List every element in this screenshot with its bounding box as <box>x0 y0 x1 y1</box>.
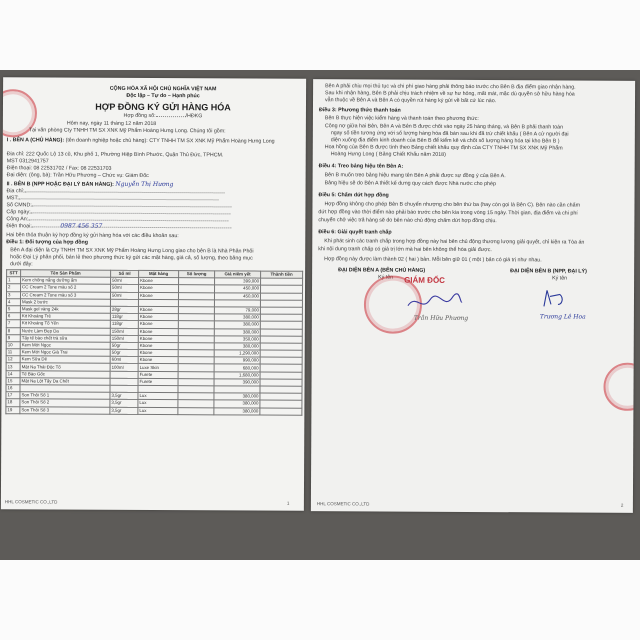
table-cell: Kbone <box>138 335 178 342</box>
table-header-cell: Số ml <box>111 270 139 277</box>
agreement-line: Hai bên thỏa thuận ký hợp đồng ký gửi hàng hóa với các điều khoản sau: <box>6 232 179 240</box>
signature-a-subtitle: Ký tên <box>378 274 394 281</box>
table-cell: Mặt Nạ Thải Độc Tố <box>20 363 110 371</box>
table-cell: 380,000 <box>214 343 260 350</box>
table-cell: Son Thỏi Số 3 <box>20 406 110 414</box>
product-table <box>5 269 303 415</box>
article-1-line-2: hoặc Đại Lý phân phối, bán lẻ theo phương thức ký gửi các mặt hàng, giá cả, số lượng, theo bảng mục <box>10 254 253 262</box>
table-header-cell: Số lượng <box>179 271 215 278</box>
table-cell: Tẩy tế bào chết trà sữa <box>20 334 110 342</box>
contract-title: HỢP ĐỒNG KÝ GỬI HÀNG HÓA <box>95 101 231 113</box>
table-cell: Lux <box>138 400 178 407</box>
table-cell: 380,000 <box>214 393 260 400</box>
table-row <box>6 406 302 415</box>
footer-company: HHL COSMETIC CO.,LTD <box>4 499 58 505</box>
table-cell: 8 <box>6 327 20 334</box>
table-cell: 380,000 <box>214 321 260 328</box>
table-cell: 450,000 <box>215 285 261 292</box>
article-6-line-2: khi nội dung tranh chấp có giá trị lớn mà hai bên không thể hòa giải được. <box>318 246 492 254</box>
table-cell: Kit Khoáng Trẻ <box>20 313 110 321</box>
motto: Độc lập – Tự do – Hạnh phúc <box>126 92 200 100</box>
table-cell: Luxe Skin <box>138 364 178 371</box>
table-cell: 16 <box>6 385 20 392</box>
table-cell: 9 <box>6 334 20 341</box>
party-a-tax: MST 0312941757 <box>6 158 49 165</box>
table-cell: Kbone <box>138 349 178 356</box>
article-1-heading: Điều 1: Đối tượng của hợp đồng <box>6 239 88 246</box>
table-cell: 10 <box>6 342 20 349</box>
table-cell: CC Cream 2 Tone màu số 2 <box>21 284 111 292</box>
national-header: CỘNG HÒA XÃ HỘI CHỦ NGHĨA VIỆT NAM <box>109 85 217 93</box>
table-cell: Kbone <box>138 342 178 349</box>
footer-company-right: HHL COSMETIC CO.,LTD <box>316 501 370 507</box>
party-b-heading: II . BÊN B (NPP HOẶC ĐẠI LÝ BÁN HÀNG): <box>6 181 114 188</box>
table-cell: Kbone <box>139 278 179 285</box>
party-a-heading: I . BÊN A (CHỦ HÀNG): <box>6 137 65 144</box>
contract-number: Hợp đồng số: /HĐKG <box>123 112 203 120</box>
table-cell: 13 <box>6 363 20 370</box>
table-cell: 50ml <box>111 277 139 284</box>
party-a-name: (tên doanh nghiệp hoặc chủ hàng): CTY TNHH TM SX XNK Mỹ Phẩm Hoàng Hưng Long <box>65 137 275 145</box>
article-6-line-3: Hợp đồng này được làm thành 02 ( hai ) bản. Mỗi bên giữ 01 ( một ) bản có giá trị như nhau. <box>324 256 542 264</box>
table-cell: 5 <box>6 306 20 313</box>
table-cell: Kem Sữa Dê <box>20 356 110 364</box>
article-4-line-2: Bảng hiệu sẽ do Bên A thiết kế dưng quy cách được Nhà nước cho phép <box>324 180 496 188</box>
table-cell: Son Thỏi Số 1 <box>20 392 110 400</box>
signature-a-title: ĐẠI DIỆN BÊN A (BÊN CHỦ HÀNG) <box>338 267 426 274</box>
table-cell: 3,5gr <box>110 392 138 399</box>
article-4-line-1: Bên B muốn treo bảng hiệu mang tên Bên A phải được sự đồng ý của Bên A. <box>324 172 506 180</box>
table-cell: 11 <box>6 349 20 356</box>
party-b-field: Số CMND: <box>6 202 231 209</box>
article-6-line-1: Khi phát sinh các tranh chấp trong hợp đồng này hai bên chủ động thương lượng giải quyết, chỉ kiện ra Tòa án <box>324 238 585 246</box>
table-cell <box>260 408 302 415</box>
table-cell: 380,000 <box>214 407 260 414</box>
party-a-address: Địa chỉ: 222 Quốc Lộ 13 cũ, Khu phố 1, Phường Hiệp Bình Phước, Quận Thủ Đức, TPHCM. <box>6 151 224 159</box>
table-cell: Kit Khoáng Tổ Yến <box>20 320 110 328</box>
contract-location: Tại văn phòng Cty TNHH TM SX XNK Mỹ Phẩm Hoàng Hưng Long. Chúng tôi gồm: <box>28 127 226 135</box>
party-b-field: MST: <box>6 195 218 202</box>
table-header-cell: STT <box>7 270 21 277</box>
table-cell: 3 <box>6 291 20 298</box>
table-cell: 990,000 <box>214 357 260 364</box>
table-cell: 150ml <box>110 328 138 335</box>
article-1-line-3: dưới đây: <box>10 261 33 268</box>
table-header-cell: Mặt hàng <box>139 270 179 277</box>
signature-a-scribble <box>404 292 464 314</box>
article-5-line-1: Hợp đồng không cho phép Bên B chuyển nhượng cho bên thứ ba (hay còn gọi là Bên C). Bên nào cần chấm <box>324 201 581 209</box>
table-header-cell: Giá niêm yết <box>215 271 261 278</box>
article-5-heading: Điều 5: Chấm dứt hợp đồng <box>318 192 389 199</box>
red-seal-stamp-right-edge <box>603 363 635 411</box>
article-6-heading: Điều 6: Giải quyết tranh chấp <box>318 229 392 236</box>
photo-margin-bottom <box>0 560 640 640</box>
table-cell: 399,000 <box>215 278 261 285</box>
article-3-bullet-1-cont-2: diện xuống địa điểm kinh doanh của Bên B để kiểm kê và chốt số lượng hàng hóa tại kho Bên B ) <box>330 137 560 145</box>
table-header-cell: Thành tiền <box>261 271 303 278</box>
table-cell: 1,680,000 <box>214 371 260 378</box>
director-stamp-label: GIÁM ĐỐC <box>404 275 445 285</box>
table-cell: Kbone <box>138 357 178 364</box>
signature-a-name: Trần Hữu Phương <box>413 314 469 322</box>
table-cell: 28gr <box>110 306 138 313</box>
table-cell: 50ml <box>110 292 138 299</box>
table-cell: 390,000 <box>214 379 260 386</box>
party-b-phone-handwritten: 0987 456 357 <box>60 222 103 230</box>
table-cell: 380,000 <box>214 328 260 335</box>
party-b-field: Địa chỉ: <box>7 188 225 195</box>
signature-b-title: ĐẠI DIỆN BÊN B (NPP, ĐẠI LÝ) <box>510 268 587 275</box>
table-cell: Kem Mới Ngọc Già Trai <box>20 349 110 357</box>
delivery-clause-line-1: Bên A phải chịu mọi thủ tục và chi phí giao hàng phải thông báo trước cho Bên B địa điểm giao nhận hàng. <box>325 83 576 91</box>
table-cell: 450,000 <box>214 292 260 299</box>
party-a-line <box>7 137 275 144</box>
table-cell: 1 <box>7 277 21 284</box>
article-5-line-3: chuyển chở việc trả hàng sẽ do bên nào chủ động chấm dứt hợp đồng chịu. <box>318 217 497 225</box>
table-cell: 12 <box>6 356 20 363</box>
table-cell: 380,000 <box>214 400 260 407</box>
table-cell: 350,000 <box>214 336 260 343</box>
table-cell: 118gr <box>110 321 138 328</box>
contract-page-1 <box>1 77 306 511</box>
table-cell: 380,000 <box>214 314 260 321</box>
table-cell: 6 <box>6 313 20 320</box>
table-cell: Tế Bào Gốc <box>20 370 110 378</box>
table-cell: CC Cream 2 Tone màu số 3 <box>20 291 110 299</box>
delivery-clause-line-3: vẫn thuộc về Bên A và Bên A có quyền rút hàng ký gửi về bất cứ lúc nào. <box>325 97 497 105</box>
table-cell: 50gr <box>110 342 138 349</box>
table-cell: Kbone <box>138 306 178 313</box>
signature-b-subtitle: Ký tên <box>552 275 568 282</box>
table-cell: 15 <box>6 378 20 385</box>
table-cell: 150ml <box>110 335 138 342</box>
table-cell: 3,5gr <box>110 407 138 414</box>
table-cell: 3,5gr <box>110 400 138 407</box>
table-cell: Kbone <box>138 328 178 335</box>
table-cell: 18 <box>6 399 20 406</box>
article-3-bullet-2-cont: Hoàng Hưng Long ( Bảng Chiết Khấu năm 2018) <box>330 151 446 158</box>
table-cell: Kbone <box>139 285 179 292</box>
table-cell: Son Thỏi Số 2 <box>20 399 110 407</box>
table-cell <box>178 407 214 414</box>
table-cell: Mặt Nạ Lột Tẩy Da Chết <box>20 378 110 386</box>
table-cell: Kbone <box>138 292 178 299</box>
table-cell: 50gr <box>110 349 138 356</box>
table-cell: 7 <box>6 320 20 327</box>
party-b-name-handwritten: Nguyễn Thị Hương <box>115 180 174 189</box>
table-cell: Kbone <box>138 314 178 321</box>
article-3-heading: Điều 3: Phương thức thanh toán <box>318 107 401 114</box>
table-cell: 60ml <box>110 357 138 364</box>
footer-page-number-right: 2 <box>620 502 624 508</box>
article-3-bullet-1: Công nợ giữa hai Bên, Bên A và Bên B được chốt vào ngày 25 hàng tháng, và Bên B phải thanh toán <box>324 123 564 131</box>
contract-page-2 <box>311 79 635 513</box>
table-cell: Kem chống nắng dưỡng ẩm <box>21 277 111 285</box>
table-cell: Lux <box>138 393 178 400</box>
contract-date: Hôm nay, ngày 11 tháng 12 năm 2018 <box>66 120 157 128</box>
table-cell: 680,000 <box>214 364 260 371</box>
table-cell: 17 <box>6 392 20 399</box>
table-cell: Nước Làm Đẹp Da <box>20 327 110 335</box>
signature-b-name: Trương Lê Hoa <box>539 313 586 321</box>
delivery-clause-line-2: Sau khi nhận hàng, Bên B phải chịu trách nhiệm về sự hư hỏng, mất mát, mặc dù quyền sở hữu hàng hóa <box>325 90 575 98</box>
article-3-intro: Bên B thực hiện việc kiểm hàng và thanh toán theo phương thức: <box>324 115 479 123</box>
table-cell: 79,000 <box>214 307 260 314</box>
photo-margin-top <box>0 0 640 70</box>
party-b-field: Cấp ngày: <box>6 209 230 216</box>
table-header-cell: Tên Sản Phẩm <box>21 270 111 278</box>
party-b-field: Điện thoại: <box>6 223 231 230</box>
party-b-line <box>7 181 174 188</box>
table-cell: Kem Mới Ngọc <box>20 342 110 350</box>
table-cell: 4 <box>6 298 20 305</box>
table-cell: Furete <box>138 371 178 378</box>
article-4-heading: Điều 4: Treo bảng hiệu tên Bên A: <box>318 163 404 170</box>
signature-b-scribble <box>538 286 568 310</box>
table-cell: 2 <box>7 284 21 291</box>
article-5-line-2: dứt hợp đồng vào thời điểm nào phải báo trước cho bên kia trong vòng 15 ngày. Thời gian, địa điểm và chi phí <box>318 209 578 217</box>
table-body <box>6 277 303 415</box>
table-cell: 50ml <box>111 285 139 292</box>
table-cell: 1,290,000 <box>214 350 260 357</box>
article-3-bullet-2: Hoa hồng của Bên B được tính theo Bảng chiết khấu quy định của CTY TNHH TM SX XNK Mỹ Phẩm <box>324 144 563 152</box>
party-a-phone: Điện thoại: 08 22531702 / Fax: 08 22531703 <box>6 165 112 172</box>
table-cell: Furete <box>138 378 178 385</box>
table-cell: 118gr <box>110 313 138 320</box>
footer-page-number: 1 <box>286 500 290 506</box>
article-3-bullet-1-cont-1: ngay số tiền tương ứng với số lượng hàng hóa đã bán sau khi đã trừ chiết khấu ( Bên A cử người đại <box>330 130 569 138</box>
table-cell: Kbone <box>138 321 178 328</box>
table-cell: 100ml <box>110 364 138 371</box>
table-cell: 19 <box>6 406 20 413</box>
table-cell: Mask gel vàng 24k <box>20 306 110 314</box>
article-1-line-1: Bên A đại diện là Cty TNHH TM SX XNK Mỹ Phẩm Hoàng Hưng Long giao cho bên B là Nhà Phân Phối <box>10 247 254 255</box>
party-a-representative: Đại diện: (ông, bà): Trần Hữu Phương – Chức vụ: Giám Đốc <box>6 172 149 179</box>
table-cell: Lux <box>138 407 178 414</box>
table-cell: Mask 2 bước <box>20 299 110 307</box>
party-b-field: Công An: <box>6 216 228 223</box>
table-cell: 14 <box>6 370 20 377</box>
